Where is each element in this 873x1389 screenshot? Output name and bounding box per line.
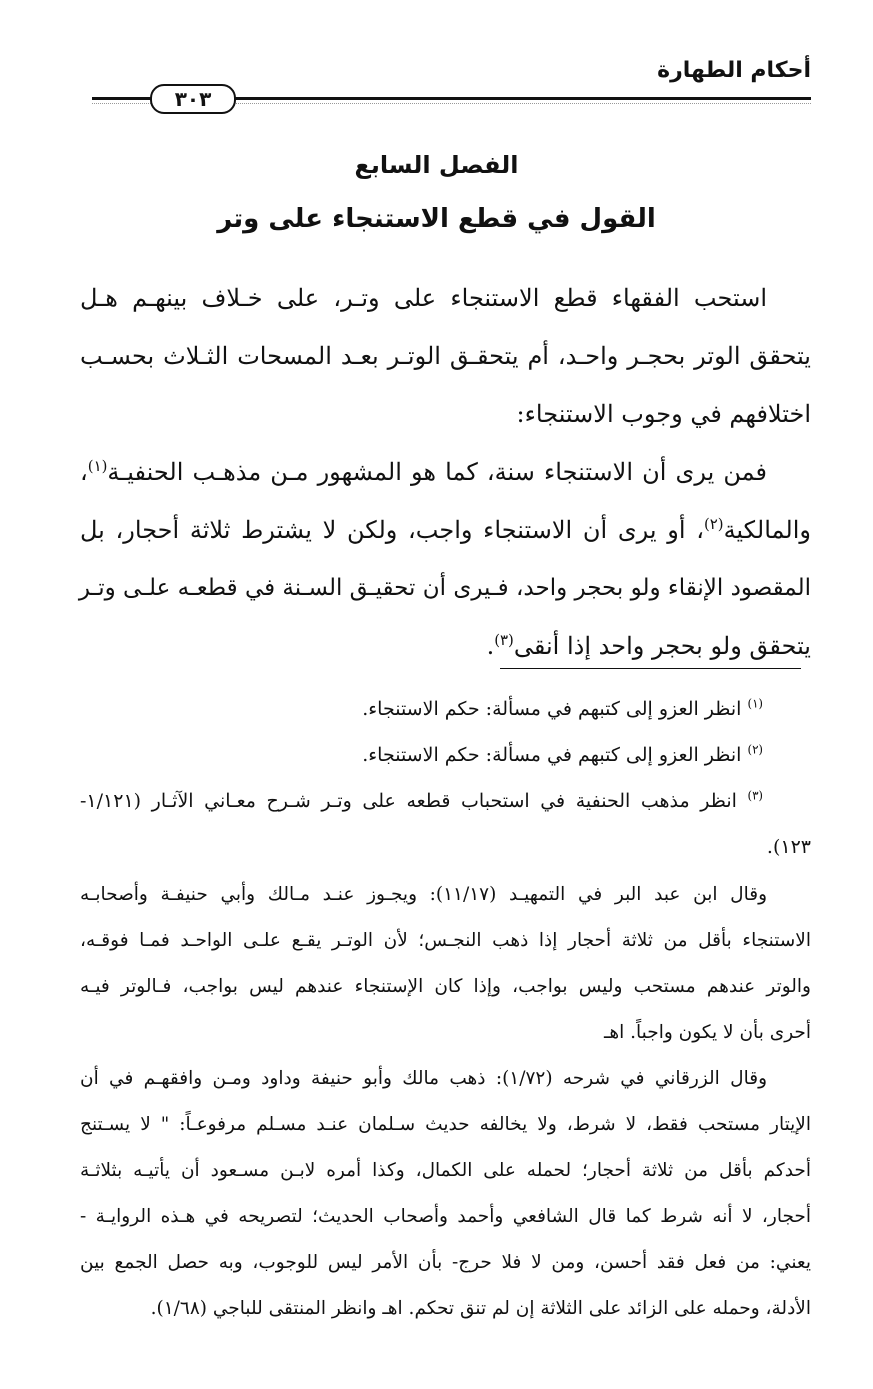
commentary-line: الإيتار مستحب فقط، لا شرط، ولا يخالفه حديث سـلمان عنـد مسـلم مرفوعـاً: " لا يسـتنج [80, 1114, 811, 1135]
running-title: أحكام الطهارة [657, 58, 811, 83]
text-line: المقصود الإنقاء ولو بحجر واحد، فـيرى أن تحقيـق السـنة في قطعـه علـى وتـر [78, 575, 811, 601]
commentary-line: الاستنجاء بأقل من ثلاثة أحجار إذا ذهب النجـس؛ لأن الوتـر يقـع علـى الواحـد فمـا فوقـه، [80, 930, 811, 951]
main-text [80, 269, 811, 675]
chapter-subtitle: القول في قطع الاستنجاء على وتر [217, 204, 656, 234]
text-line: فمن يرى أن الاستنجاء سنة، كما هو المشهور مـن مذهـب الحنفيـة$^{(١)}$، [80, 457, 767, 486]
footnotes [80, 686, 811, 870]
text-line: استحب الفقهاء قطع الاستنجاء على وتـر، على خـلاف بينهـم هـل [80, 284, 767, 312]
footnote: $^{(١)}$ انظر العزو إلى كتبهم في مسألة: حكم الاستنجاء. [362, 696, 763, 720]
commentary-line: والوتر عندهم مستحب وليس بواجب، وإذا كان الإستنجاء عندهم ليس بواجب، فـالوتر فيـه [80, 976, 811, 997]
commentary-line: وقال الزرقاني في شرحه (١/٧٢): ذهب مالك وأبو حنيفة وداود ومـن وافقهـم في أن [80, 1068, 767, 1089]
commentary-line: وقال ابن عبد البر في التمهيـد (١١/١٧): ويجـوز عنـد مـالك وأبي حنيفـة وأصحابـه [80, 884, 768, 905]
footnote-ref[interactable]: (٣) [494, 631, 514, 649]
footnote-number: (٢) [747, 742, 763, 757]
commentary-line: أحرى بأن لا يكون واجباً. اهـ [603, 1022, 811, 1043]
text-line: يتحقق الوتر بحجـر واحـد، أم يتحقـق الوتـر بعـد المسحات الثـلاث بحسـب [80, 342, 811, 370]
text-line: والمالكية$^{(٢)}$، أو يرى أن الاستنجاء واجب، ولكن لا يشترط ثلاثة أحجار، بل [80, 515, 811, 544]
page-number: ٣٠٣ [150, 84, 236, 114]
footnote-ref[interactable]: (١) [87, 457, 108, 475]
commentary-line: أحجار، لا أنه شرط كما قال الشافعي وأحمد وأصحاب الحديث؛ لتصريحه في هـذه الروايـة - [80, 1206, 811, 1227]
footnote-number: (١) [747, 696, 763, 711]
text-line: اختلافهم في وجوب الاستنجاء: [516, 400, 811, 428]
commentary [80, 872, 811, 1332]
text-line: يتحقق ولو بحجر واحد إذا أنقى$^{(٣)}$. [486, 631, 811, 660]
commentary-line: الأدلة، وحمله على الزائد على الثلاثة إن لم تنق تحكم. اهـ وانظر المنتقى للباجي (١/٦٨). [150, 1298, 811, 1319]
footnote: $^{(٣)}$ انظر مذهب الحنفية في استحباب قطعه على وتـر شـرح معـاني الآثـار (١/١٢١- [80, 788, 764, 812]
commentary-line: يعني: من فعل فقد أحسن، ومن لا فلا حرج- بأن الأمر ليس للوجوب، وبه حصل الجمع بين [80, 1252, 811, 1273]
footnote-ref[interactable]: (٢) [703, 515, 724, 533]
footnote-number: (٣) [747, 788, 764, 803]
footnote: $^{(٢)}$ انظر العزو إلى كتبهم في مسألة: حكم الاستنجاء. [362, 742, 763, 766]
commentary-line: أحدكم بأقل من ثلاثة أحجار؛ لحمله على الكمال، وكذا أمره لابـن مسـعود أن يأتيـه بثلاثـة [80, 1160, 811, 1181]
footnote-continuation: ١٢٣). [766, 836, 811, 858]
footnote-separator [500, 668, 801, 669]
chapter-title: الفصل السابع [354, 151, 519, 179]
